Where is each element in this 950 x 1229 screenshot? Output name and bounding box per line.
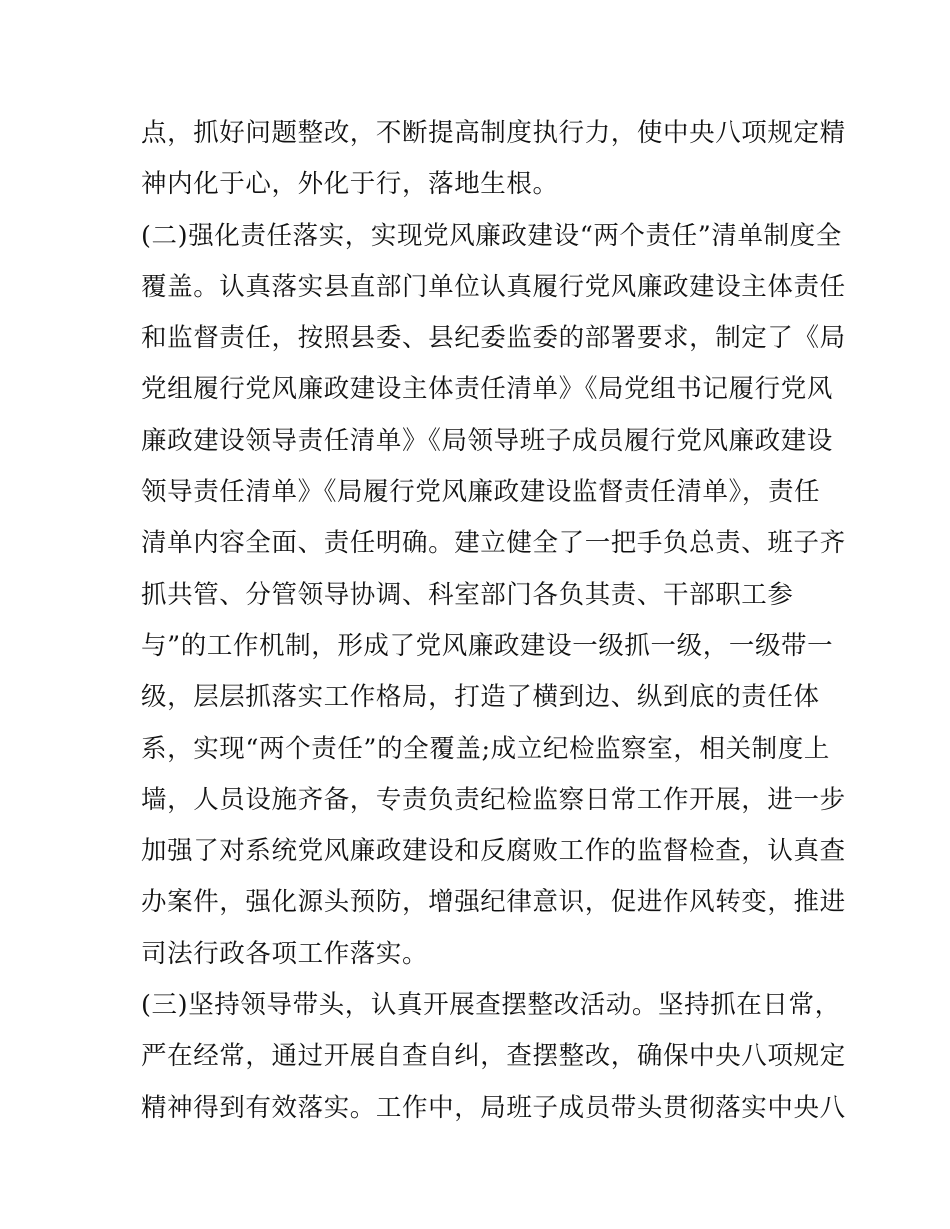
text-line: 廉政建设领导责任清单》《局领导班子成员履行党风廉政建设: [141, 425, 833, 456]
text-line: 系，实现“两个责任”的全覆盖;成立纪检监察室，相关制度上: [141, 733, 830, 764]
text-line: 党组履行党风廉政建设主体责任清单》《局党组书记履行党风: [141, 374, 833, 405]
text-line: 与”的工作机制，形成了党风廉政建设一级抓一级，一级带一: [141, 630, 834, 661]
text-line: 办案件，强化源头预防，增强纪律意识，促进作风转变，推进: [141, 887, 846, 918]
text-line: 清单内容全面、责任明确。建立健全了一把手负总责、班子齐: [141, 528, 846, 559]
text-line: 抓共管、分管领导协调、科室部门各负其责、干部职工参: [141, 579, 794, 610]
text-line: 领导责任清单》《局履行党风廉政建设监督责任清单》，责任: [141, 477, 821, 508]
text-line: 司法行政各项工作落实。: [141, 938, 429, 969]
text-line: 级，层层抓落实工作格局，打造了横到边、纵到底的责任体: [141, 682, 820, 713]
body-text: [141, 108, 846, 1134]
text-line: 精神得到有效落实。工作中，局班子成员带头贯彻落实中央八: [141, 1092, 846, 1123]
text-line: (三)坚持领导带头，认真开展查摆整改活动。坚持抓在日常，: [141, 990, 841, 1021]
text-line: 覆盖。认真落实县直部门单位认真履行党风廉政建设主体责任: [141, 271, 846, 302]
text-line: 点，抓好问题整改，不断提高制度执行力，使中央八项规定精: [141, 118, 846, 148]
text-line: 神内化于心，外化于行，落地生根。: [141, 169, 559, 200]
text-line: 严在经常，通过开展自查自纠，查摆整改，确保中央八项规定: [141, 1041, 846, 1072]
text-line: 加强了对系统党风廉政建设和反腐败工作的监督检查，认真查: [141, 836, 846, 867]
text-line: 和监督责任，按照县委、县纪委监委的部署要求，制定了《局: [141, 323, 846, 354]
text-line: 墙，人员设施齐备，专责负责纪检监察日常工作开展，进一步: [141, 784, 846, 815]
text-line: (二)强化责任落实，实现党风廉政建设“两个责任”清单制度全: [141, 220, 842, 251]
